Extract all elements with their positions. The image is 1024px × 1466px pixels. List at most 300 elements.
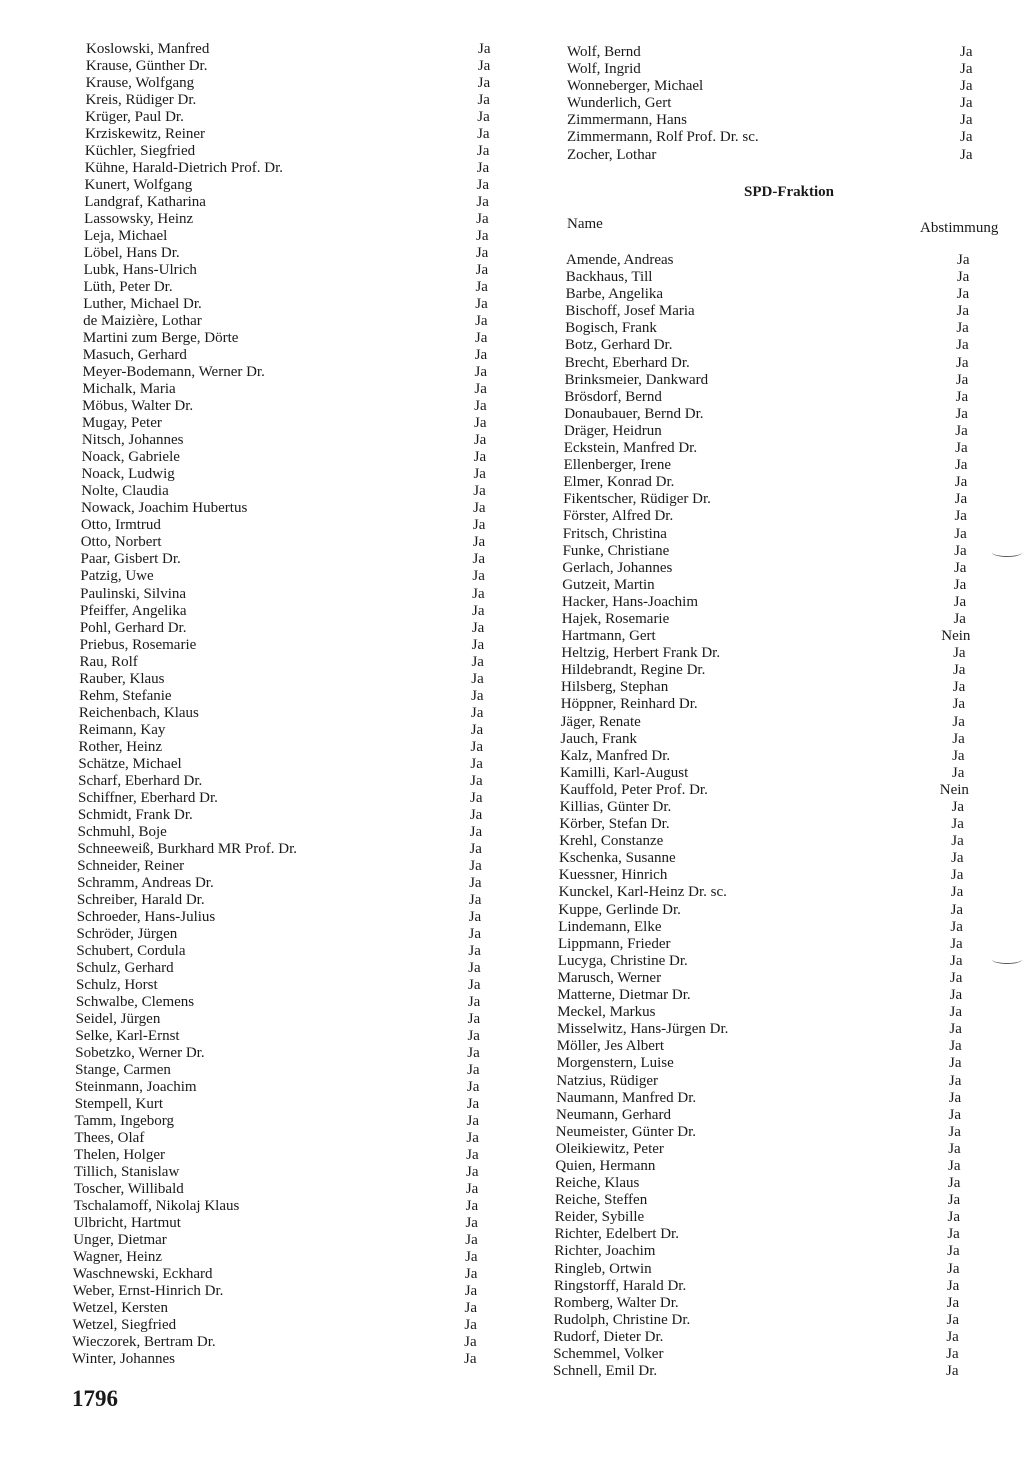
vote-value: Ja <box>950 918 963 935</box>
member-name: Noack, Ludwig <box>81 466 175 483</box>
member-name: Kühne, Harald-Dietrich Prof. Dr. <box>84 160 283 177</box>
member-name: Weber, Ernst-Hinrich Dr. <box>72 1283 224 1300</box>
vote-value: Ja <box>467 1044 480 1061</box>
vote-value: Ja <box>954 508 967 525</box>
vote-row <box>0 1004 1024 1021</box>
vote-value: Ja <box>476 228 489 245</box>
vote-value: Ja <box>464 1351 477 1368</box>
vote-row <box>0 1055 1024 1072</box>
member-name: Kuppe, Gerlinde Dr. <box>558 901 681 918</box>
vote-value: Ja <box>471 670 484 687</box>
vote-value: Ja <box>470 772 483 789</box>
member-name: Jäger, Renate <box>560 713 641 730</box>
vote-value: Ja <box>471 636 485 653</box>
member-name: Schulz, Horst <box>76 976 158 993</box>
vote-value: Ja <box>472 551 486 568</box>
vote-value: Ja <box>465 1232 478 1249</box>
vote-value: Ja <box>478 41 491 57</box>
member-name: Toscher, Willibald <box>73 1181 184 1198</box>
vote-row <box>0 389 1024 406</box>
member-name: Jauch, Frank <box>560 730 638 747</box>
member-name: Schiffner, Eberhard Dr. <box>78 789 218 806</box>
member-name: Matterne, Dietmar Dr. <box>557 987 691 1004</box>
vote-value: Ja <box>475 245 489 262</box>
vote-value: Ja <box>468 891 482 908</box>
vote-value: Ja <box>468 959 481 976</box>
vote-value: Ja <box>464 1283 478 1300</box>
member-name: Schreiber, Harald Dr. <box>76 891 205 908</box>
member-name: Krause, Wolfgang <box>85 75 195 92</box>
vote-row <box>0 228 520 245</box>
vote-value: Ja <box>466 1112 480 1129</box>
vote-row <box>0 782 1024 799</box>
vote-row <box>0 1261 1024 1278</box>
vote-row <box>0 177 520 194</box>
vote-value: Ja <box>476 211 489 228</box>
member-name: Rudorf, Dieter Dr. <box>553 1328 664 1345</box>
member-name: Bogisch, Frank <box>565 320 657 337</box>
member-name: Pohl, Gerhard Dr. <box>79 619 187 636</box>
vote-row <box>0 372 1024 389</box>
vote-row <box>0 543 1024 560</box>
vote-value: Ja <box>960 44 973 60</box>
vote-value: Ja <box>948 1089 962 1106</box>
vote-value: Ja <box>464 1266 478 1283</box>
vote-row <box>0 1073 1024 1090</box>
member-name: Wunderlich, Gert <box>567 95 672 112</box>
vote-value: Ja <box>469 823 483 840</box>
member-name: Zimmermann, Rolf Prof. Dr. sc. <box>567 129 759 146</box>
vote-value: Ja <box>473 432 487 449</box>
member-name: Kauffold, Peter Prof. Dr. <box>559 781 708 798</box>
vote-row <box>0 816 1024 833</box>
vote-value: Ja <box>476 160 490 177</box>
vote-row <box>0 1158 1024 1175</box>
member-name: Botz, Gerhard Dr. <box>565 337 673 354</box>
vote-row <box>0 1192 1024 1209</box>
member-name: Stempell, Kurt <box>74 1095 164 1112</box>
vote-value: Ja <box>960 129 973 146</box>
member-name: Oleikiewitz, Peter <box>555 1140 664 1157</box>
vote-value: Ja <box>953 593 967 610</box>
member-name: Hajek, Rosemarie <box>561 610 670 627</box>
vote-value: Ja <box>957 252 970 268</box>
vote-row <box>0 147 1024 164</box>
vote-row <box>0 679 1024 696</box>
vote-value: Ja <box>464 1300 478 1317</box>
vote-value: Ja <box>955 440 968 457</box>
vote-value: Ja <box>475 296 488 313</box>
member-name: Waschnewski, Eckhard <box>72 1266 213 1283</box>
member-name: Schramm, Andreas Dr. <box>77 874 214 891</box>
member-name: Thelen, Holger <box>74 1147 165 1164</box>
vote-value: Ja <box>946 1328 959 1345</box>
member-name: Thees, Olaf <box>74 1130 145 1146</box>
vote-value: Ja <box>949 1055 962 1072</box>
member-name: Tschalamoff, Nikolaj Klaus <box>73 1198 240 1215</box>
vote-row <box>0 286 1024 303</box>
member-name: Priebus, Rosemarie <box>79 636 197 653</box>
member-name: Kuessner, Hinrich <box>558 867 668 884</box>
vote-value: Ja <box>946 1311 959 1328</box>
member-name: Nowack, Joachim Hubertus <box>81 500 248 517</box>
member-name: Möbus, Walter Dr. <box>82 398 194 415</box>
member-name: Schneider, Reiner <box>77 857 185 874</box>
member-name: Krehl, Constanze <box>559 833 664 850</box>
member-name: Gutzeit, Martin <box>562 576 655 593</box>
vote-value: Ja <box>949 987 963 1004</box>
member-name: Schmidt, Frank Dr. <box>77 806 193 823</box>
member-name: Lippmann, Frieder <box>558 935 671 952</box>
member-name: Eckstein, Manfred Dr. <box>563 440 698 457</box>
vote-value: Ja <box>954 542 967 559</box>
vote-value: Ja <box>474 398 487 415</box>
vote-value: Ja <box>467 1010 481 1027</box>
vote-row <box>0 252 1024 269</box>
vote-row <box>0 44 1024 61</box>
vote-row <box>0 457 1024 474</box>
vote-value: Ja <box>946 1294 960 1311</box>
margin-mark <box>992 955 1022 964</box>
vote-value: Ja <box>471 687 484 704</box>
member-name: Misselwitz, Hans-Jürgen Dr. <box>557 1021 729 1038</box>
member-name: Unger, Dietmar <box>73 1232 167 1249</box>
member-name: Rau, Rolf <box>79 653 138 670</box>
member-name: Wagner, Heinz <box>73 1249 163 1266</box>
vote-value: Ja <box>469 874 482 891</box>
member-name: Funke, Christiane <box>562 542 670 559</box>
member-name: Brinksmeier, Dankward <box>564 371 709 388</box>
member-name: Meckel, Markus <box>557 1004 656 1021</box>
member-name: Küchler, Siegfried <box>84 143 196 160</box>
member-name: Koslowski, Manfred <box>86 41 210 57</box>
vote-value: Ja <box>469 806 483 823</box>
vote-value: Ja <box>949 1038 962 1055</box>
vote-row <box>0 902 1024 919</box>
vote-value: Ja <box>464 1334 477 1351</box>
vote-row <box>0 919 1024 936</box>
member-name: Ringstorff, Harald Dr. <box>554 1277 687 1294</box>
member-name: Rehm, Stefanie <box>79 687 172 704</box>
member-name: Reimann, Kay <box>78 721 166 738</box>
vote-row <box>0 303 1024 320</box>
vote-row <box>0 731 1024 748</box>
vote-value: Ja <box>472 585 485 602</box>
vote-row <box>0 406 1024 423</box>
member-name: Fikentscher, Rüdiger Dr. <box>563 491 711 508</box>
vote-value: Ja <box>955 371 969 388</box>
vote-value: Ja <box>473 483 486 500</box>
vote-value: Ja <box>467 1027 480 1044</box>
vote-row <box>0 1278 1024 1295</box>
vote-value: Ja <box>956 303 969 320</box>
vote-value: Ja <box>472 534 486 551</box>
member-name: Kreis, Rüdiger Dr. <box>85 92 197 109</box>
vote-value: Ja <box>475 313 488 330</box>
margin-mark <box>992 548 1022 557</box>
vote-value: Ja <box>955 405 968 422</box>
vote-value: Ja <box>952 747 965 764</box>
vote-value: Ja <box>956 269 970 286</box>
member-name: Rudolph, Christine Dr. <box>553 1311 691 1328</box>
vote-row <box>0 662 1024 679</box>
member-name: Schubert, Cordula <box>76 942 186 959</box>
member-name: Hacker, Hans-Joachim <box>562 593 699 610</box>
vote-row <box>0 61 1024 78</box>
member-name: Hartmann, Gert <box>561 628 656 645</box>
member-name: Paulinski, Silvina <box>80 585 187 602</box>
member-name: Schmuhl, Boje <box>77 823 167 840</box>
vote-value: Ja <box>960 78 973 95</box>
vote-row <box>0 884 1024 901</box>
vote-value: Ja <box>952 662 966 679</box>
vote-row <box>0 355 1024 372</box>
member-name: Lindemann, Elke <box>558 918 662 935</box>
vote-value: Ja <box>950 867 964 884</box>
vote-value: Ja <box>949 1004 963 1021</box>
vote-value: Ja <box>470 721 484 738</box>
vote-value: Ja <box>468 925 482 942</box>
member-name: Hildebrandt, Regine Dr. <box>561 662 706 679</box>
member-name: Richter, Edelbert Dr. <box>554 1226 679 1243</box>
vote-row <box>0 936 1024 953</box>
vote-value: Ja <box>947 1260 960 1277</box>
member-name: Nitsch, Johannes <box>81 432 184 449</box>
member-name: Amende, Andreas <box>566 252 674 268</box>
vote-row <box>0 833 1024 850</box>
vote-value: Ja <box>956 337 969 354</box>
member-name: Rauber, Klaus <box>79 670 165 687</box>
member-name: Lassowsky, Heinz <box>84 211 194 228</box>
vote-value: Ja <box>956 286 970 303</box>
vote-value: Ja <box>474 364 488 381</box>
member-name: Zimmermann, Hans <box>567 112 687 129</box>
vote-value: Ja <box>477 58 491 75</box>
vote-value: Ja <box>477 109 490 126</box>
column-header-name: Name <box>567 216 603 232</box>
member-name: Tamm, Ingeborg <box>74 1112 175 1129</box>
vote-row <box>0 1090 1024 1107</box>
vote-row <box>0 526 1024 543</box>
member-name: de Maizière, Lothar <box>83 313 202 330</box>
vote-row <box>0 594 1024 611</box>
member-name: Wetzel, Siegfried <box>72 1317 177 1334</box>
member-name: Zocher, Lothar <box>567 146 657 163</box>
member-name: Reiche, Klaus <box>555 1175 640 1192</box>
vote-value: Ja <box>477 75 491 92</box>
vote-value: Ja <box>471 619 485 636</box>
member-name: Leja, Michael <box>84 228 168 245</box>
vote-row <box>0 850 1024 867</box>
vote-row <box>0 970 1024 987</box>
vote-value: Ja <box>467 993 481 1010</box>
vote-value: Ja <box>960 95 973 112</box>
vote-row <box>0 78 1024 95</box>
member-name: Wolf, Ingrid <box>567 61 641 78</box>
member-name: Körber, Stefan Dr. <box>559 816 670 833</box>
vote-row <box>0 611 1024 628</box>
vote-value: Ja <box>468 908 482 925</box>
vote-row <box>0 560 1024 577</box>
vote-value: Ja <box>956 320 969 337</box>
vote-value: Ja <box>953 559 967 576</box>
vote-value: Ja <box>951 764 965 781</box>
vote-value: Ja <box>477 126 490 143</box>
vote-value: Ja <box>950 884 964 901</box>
vote-value: Ja <box>952 730 965 747</box>
vote-row <box>0 129 1024 146</box>
vote-value: Ja <box>465 1215 478 1232</box>
vote-row <box>0 320 1024 337</box>
member-name: Schneeweiß, Burkhard MR Prof. Dr. <box>77 840 298 857</box>
vote-value: Ja <box>474 415 487 432</box>
vote-value: Ja <box>476 194 489 211</box>
member-name: Reiche, Steffen <box>555 1192 648 1209</box>
page-number: 1796 <box>72 1386 118 1411</box>
vote-value: Ja <box>468 976 481 993</box>
vote-row <box>0 440 1024 457</box>
vote-value: Ja <box>467 1061 480 1078</box>
vote-value: Ja <box>953 645 966 662</box>
vote-value: Ja <box>955 422 968 439</box>
vote-row <box>0 577 1024 594</box>
vote-value: Ja <box>474 330 488 347</box>
vote-value: Ja <box>949 969 963 986</box>
vote-value: Ja <box>954 457 968 474</box>
vote-row <box>0 269 1024 286</box>
vote-row <box>0 628 1024 645</box>
vote-value: Ja <box>948 1106 962 1123</box>
member-name: Krziskewitz, Reiner <box>85 126 206 143</box>
vote-value: Ja <box>953 610 966 627</box>
member-name: Naumann, Manfred Dr. <box>556 1089 697 1106</box>
vote-value: Ja <box>473 449 487 466</box>
vote-value: Ja <box>960 112 973 129</box>
vote-value: Ja <box>947 1226 960 1243</box>
vote-value: Ja <box>947 1192 961 1209</box>
vote-value: Ja <box>474 347 488 364</box>
vote-value: Ja <box>466 1130 479 1146</box>
member-name: Brecht, Eberhard Dr. <box>564 354 690 371</box>
vote-value: Ja <box>469 857 482 874</box>
vote-value: Nein <box>939 781 969 798</box>
member-name: Quien, Hermann <box>555 1157 656 1174</box>
vote-row <box>0 867 1024 884</box>
vote-value: Ja <box>960 146 973 163</box>
member-name: Höppner, Reinhard Dr. <box>560 696 698 713</box>
vote-value: Ja <box>960 61 973 78</box>
member-name: Schwalbe, Clemens <box>75 993 195 1010</box>
member-name: Kunert, Wolfgang <box>84 177 193 194</box>
member-name: Krause, Günther Dr. <box>85 58 208 75</box>
member-name: Tillich, Stanislaw <box>74 1164 180 1181</box>
vote-value: Ja <box>473 466 486 483</box>
member-name: Förster, Alfred Dr. <box>563 508 674 525</box>
vote-value: Ja <box>949 1021 962 1038</box>
vote-row <box>0 765 1024 782</box>
vote-row <box>0 112 1024 129</box>
vote-value: Ja <box>466 1078 480 1095</box>
member-name: Marusch, Werner <box>557 969 662 986</box>
vote-value: Ja <box>470 704 484 721</box>
vote-row <box>0 748 1024 765</box>
member-name: Möller, Jes Albert <box>556 1038 665 1055</box>
member-name: Ellenberger, Irene <box>563 457 671 474</box>
vote-value: Ja <box>948 1123 961 1140</box>
member-name: Donaubauer, Bernd Dr. <box>564 405 704 422</box>
right-column-top-vote-list <box>0 44 1024 164</box>
vote-value: Ja <box>469 840 482 857</box>
vote-row <box>0 1329 1024 1346</box>
vote-value: Ja <box>946 1363 959 1380</box>
member-name: Pfeiffer, Angelika <box>80 602 187 619</box>
member-name: Hilsberg, Stephan <box>561 679 669 696</box>
member-name: Winter, Johannes <box>72 1351 175 1368</box>
vote-value: Ja <box>952 696 966 713</box>
member-name: Wieczorek, Bertram Dr. <box>72 1334 216 1351</box>
vote-value: Ja <box>466 1147 479 1164</box>
vote-row <box>0 1226 1024 1243</box>
vote-value: Ja <box>948 1072 962 1089</box>
vote-value: Ja <box>952 713 965 730</box>
vote-value: Ja <box>464 1317 477 1334</box>
member-name: Martini zum Berge, Dörte <box>82 330 239 347</box>
member-name: Steinmann, Joachim <box>74 1078 197 1095</box>
section-title: SPD-Fraktion <box>744 184 834 200</box>
vote-row <box>0 1038 1024 1055</box>
member-name: Romberg, Walter Dr. <box>553 1294 679 1311</box>
vote-row <box>0 1363 1024 1380</box>
member-name: Paar, Gisbert Dr. <box>80 551 181 568</box>
vote-value: Ja <box>470 738 484 755</box>
vote-value: Ja <box>466 1095 480 1112</box>
vote-row <box>0 953 1024 970</box>
member-name: Schemmel, Volker <box>553 1346 664 1362</box>
vote-row <box>0 1295 1024 1312</box>
vote-value: Nein <box>941 628 971 645</box>
vote-row <box>0 1124 1024 1141</box>
vote-value: Ja <box>950 952 963 969</box>
member-name: Nolte, Claudia <box>81 483 169 500</box>
vote-value: Ja <box>951 799 965 815</box>
vote-value: Ja <box>946 1277 960 1294</box>
vote-value: Ja <box>951 816 964 833</box>
vote-value: Ja <box>465 1181 479 1198</box>
vote-row <box>0 194 520 211</box>
spd-vote-list <box>0 252 1024 1380</box>
member-name: Killias, Günter Dr. <box>559 799 672 815</box>
member-name: Patzig, Uwe <box>80 568 154 585</box>
vote-value: Ja <box>468 942 481 959</box>
vote-value: Ja <box>952 679 966 696</box>
member-name: Landgraf, Katharina <box>84 194 206 211</box>
member-name: Sobetzko, Werner Dr. <box>75 1044 205 1061</box>
vote-value: Ja <box>954 525 967 542</box>
vote-value: Ja <box>950 935 963 952</box>
member-name: Kunckel, Karl-Heinz Dr. sc. <box>558 884 727 901</box>
member-name: Scharf, Eberhard Dr. <box>78 772 203 789</box>
vote-value: Ja <box>477 92 490 109</box>
member-name: Natzius, Rüdiger <box>556 1072 659 1089</box>
member-name: Barbe, Angelika <box>565 286 664 303</box>
vote-value: Ja <box>955 388 969 405</box>
vote-row <box>0 337 1024 354</box>
member-name: Schnell, Emil Dr. <box>553 1363 658 1380</box>
member-name: Mugay, Peter <box>82 415 162 432</box>
member-name: Brösdorf, Bernd <box>564 388 662 405</box>
vote-row <box>0 1243 1024 1260</box>
member-name: Wetzel, Kersten <box>72 1300 168 1317</box>
